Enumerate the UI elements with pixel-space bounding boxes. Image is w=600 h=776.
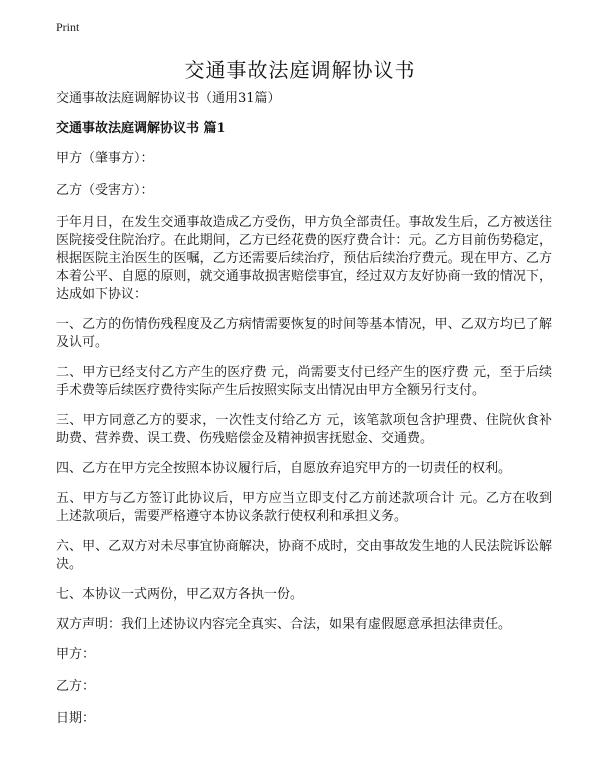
party-b-label: 乙方（受害方）：: [56, 183, 154, 198]
print-link[interactable]: Print: [56, 20, 80, 34]
paragraph-clause-2: 二、甲方已经支付乙方产生的医疗费 元，尚需要支付已经产生的医疗费 元，至于后续手术费等后续医疗费待实际产生后按照实际支出情况由甲方全额另行支付。: [56, 365, 552, 398]
page-title: 交通事故法庭调解协议书: [184, 58, 416, 82]
section-title: 交通事故法庭调解协议书 篇1: [56, 121, 226, 136]
paragraph-clause-4: 四、乙方在甲方完全按照本协议履行后，自愿放弃追究甲方的一切责任的权利。: [56, 461, 512, 476]
signature-party-a: 甲方：: [56, 647, 96, 662]
paragraph-clause-3: 三、甲方同意乙方的要求，一次性支付给乙方 元，该笔款项包含护理费、住院伙食补助费、营养费、误工费、伤残赔偿金及精神损害抚慰金、交通费。: [56, 413, 552, 446]
paragraph-clause-6: 六、甲、乙双方对未尽事宜协商解决，协商不成时，交由事故发生地的人民法院诉讼解决。: [56, 539, 552, 572]
paragraph-clause-5: 五、甲方与乙方签订此协议后，甲方应当立即支付乙方前述款项合计 元。乙方在收到上述款项后，需要严格遵守本协议条款行使权利和承担义务。: [56, 491, 552, 524]
paragraph-intro: 于年月日，在发生交通事故造成乙方受伤，甲方负全部责任。事故发生后，乙方被送往医院接受住院治疗。在此期间，乙方已经花费的医疗费合计：元。乙方目前伤势稳定，根据医院主治医生的医嘱，乙方还需要后续治疗，预估后续治疗费元。现在甲方、乙方本着公平、自愿的原则，就交通事故损害赔偿事宜，经过双方友好协商一致的情况下，达成如下协议：: [56, 215, 552, 302]
signature-party-b: 乙方：: [56, 679, 96, 694]
document-subtitle: 交通事故法庭调解协议书（通用31篇）: [56, 91, 281, 106]
party-a-label: 甲方（肇事方）：: [56, 151, 154, 166]
paragraph-clause-7: 七、本协议一式两份，甲乙双方各执一份。: [56, 587, 304, 602]
document-body: [56, 90, 552, 742]
signature-date: 日期：: [56, 711, 96, 726]
paragraph-clause-1: 一、乙方的伤情伤残程度及乙方病情需要恢复的时间等基本情况，甲、乙双方均已了解及认可。: [56, 317, 552, 350]
paragraph-declaration: 双方声明：我们上述协议内容完全真实、合法，如果有虚假愿意承担法律责任。: [56, 617, 512, 632]
